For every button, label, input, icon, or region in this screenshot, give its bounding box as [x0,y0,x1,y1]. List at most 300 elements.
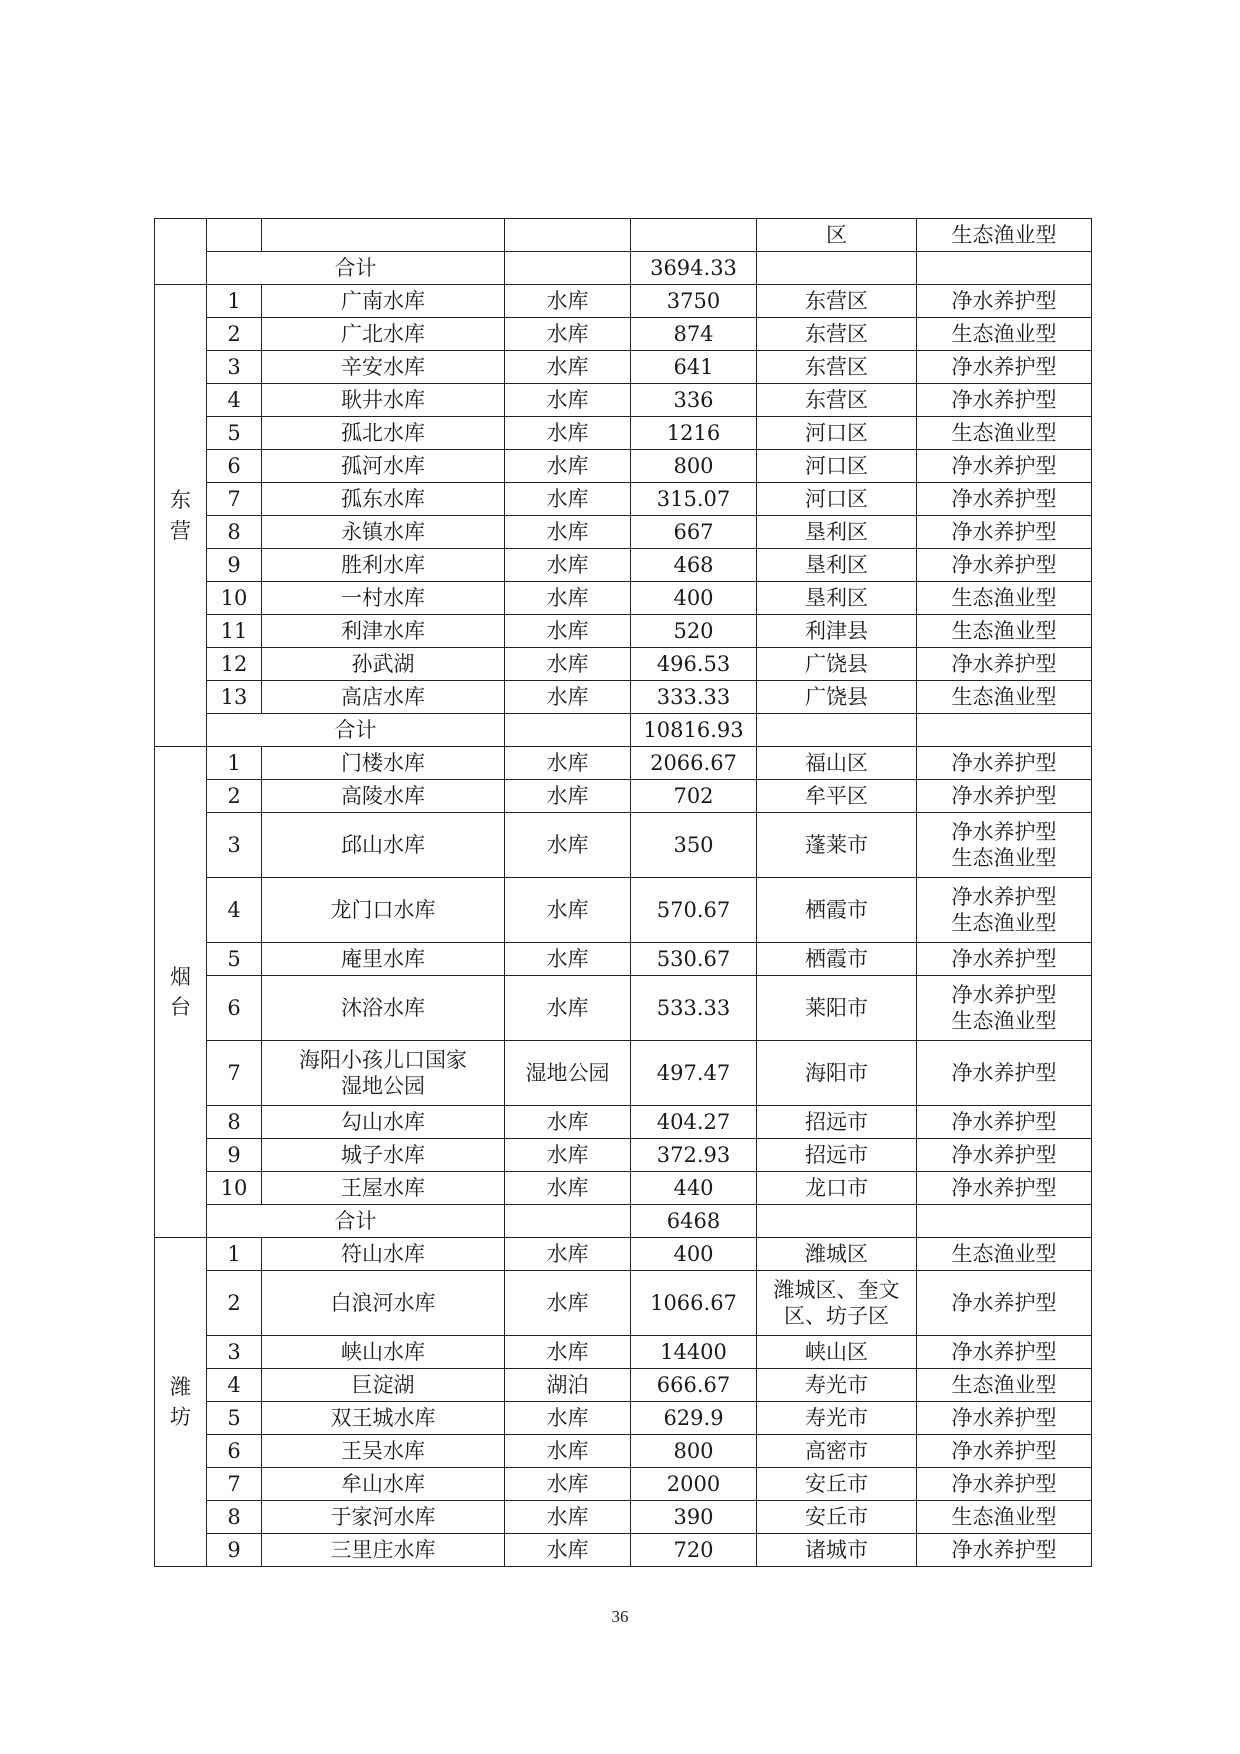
type-cell [917,318,1092,351]
name-cell-line: 王吴水库 [341,1438,425,1463]
type-cell [917,943,1092,976]
district-cell [757,878,917,943]
total-area: 3694.33 [631,252,757,285]
name-cell [262,976,505,1041]
district-cell-line: 峡山区 [805,1339,868,1364]
area-cell: 400 [631,582,757,615]
no-cell: 3 [207,813,262,878]
district-cell [757,582,917,615]
district-cell [757,648,917,681]
no-cell: 2 [207,1271,262,1336]
type-cell [917,1106,1092,1139]
name-cell [262,1106,505,1139]
kind-cell: 湖泊 [505,1369,631,1402]
kind-cell: 水库 [505,318,631,351]
type-cell-line: 净水养护型 [951,750,1057,775]
area-cell: 333.33 [631,681,757,714]
area-cell: 468 [631,549,757,582]
name-cell-line: 海阳小孩儿口国家 [299,1047,467,1072]
total-kind [505,252,631,285]
no-cell: 2 [207,318,262,351]
name-cell-line: 湿地公园 [341,1074,425,1098]
type-cell-line: 生态渔业型 [951,1372,1057,1397]
district-cell [757,1468,917,1501]
district-cell [757,1106,917,1139]
table-row [155,1369,1092,1402]
kind-cell: 水库 [505,384,631,417]
kind-cell: 水库 [505,516,631,549]
district-cell [757,1534,917,1567]
area-cell: 800 [631,1435,757,1468]
name-cell [262,878,505,943]
no-cell: 9 [207,549,262,582]
no-cell: 9 [207,1139,262,1172]
area-cell: 666.67 [631,1369,757,1402]
name-cell [262,813,505,878]
no-cell [207,219,262,252]
district-cell [757,1271,917,1336]
district-cell-line: 河口区 [805,486,868,511]
type-cell-line: 净水养护型 [951,982,1057,1007]
name-cell-line: 峡山水库 [341,1339,425,1364]
type-cell [917,1139,1092,1172]
district-cell-line: 东营区 [805,288,868,313]
area-cell: 2066.67 [631,747,757,780]
district-cell-line: 广饶县 [805,651,868,676]
name-cell [262,417,505,450]
kind-cell: 水库 [505,1271,631,1336]
total-type [917,714,1092,747]
table-row [155,976,1092,1041]
type-cell-line: 净水养护型 [951,1339,1057,1364]
table-row [155,878,1092,943]
district-cell-line: 栖霞市 [805,946,868,971]
district-cell-line: 寿光市 [805,1372,868,1397]
name-cell [262,1534,505,1567]
area-cell: 874 [631,318,757,351]
kind-cell: 水库 [505,285,631,318]
type-cell: 生态渔业型 [917,219,1092,252]
type-cell [917,1238,1092,1271]
no-cell: 7 [207,1041,262,1106]
type-cell-line: 生态渔业型 [951,321,1057,346]
page-number: 36 [611,1607,629,1626]
no-cell: 4 [207,384,262,417]
type-cell [917,417,1092,450]
district-cell [757,1238,917,1271]
type-cell-line: 净水养护型 [951,884,1057,909]
district-cell [757,417,917,450]
type-cell [917,780,1092,813]
no-cell: 9 [207,1534,262,1567]
district-cell-line: 潍城区 [805,1241,868,1266]
total-row [155,252,1092,285]
table-row [155,780,1092,813]
district-cell [757,516,917,549]
name-cell [262,1238,505,1271]
type-cell-line: 净水养护型 [951,519,1057,544]
area-cell: 520 [631,615,757,648]
type-cell [917,1041,1092,1106]
kind-cell: 水库 [505,450,631,483]
name-cell-line: 广南水库 [341,288,425,313]
no-cell: 8 [207,1106,262,1139]
type-cell-line: 净水养护型 [951,453,1057,478]
district-cell [757,976,917,1041]
type-cell-line: 净水养护型 [951,1142,1057,1167]
no-cell: 7 [207,1468,262,1501]
no-cell: 10 [207,582,262,615]
area-cell: 440 [631,1172,757,1205]
type-cell [917,1534,1092,1567]
table-row [155,1402,1092,1435]
district-cell [757,384,917,417]
district-cell-line: 龙口市 [805,1175,868,1200]
no-cell: 5 [207,417,262,450]
name-cell [262,351,505,384]
no-cell: 3 [207,1336,262,1369]
name-cell-line: 高陵水库 [341,783,425,808]
table-row [155,1106,1092,1139]
type-cell-line: 净水养护型 [951,1109,1057,1134]
table-row [155,285,1092,318]
district-cell [757,813,917,878]
type-cell-line: 净水养护型 [951,486,1057,511]
type-cell-line: 净水养护型 [951,1290,1057,1315]
type-cell [917,615,1092,648]
kind-cell: 水库 [505,1172,631,1205]
name-cell-line: 孙武湖 [351,651,415,676]
district-cell [757,450,917,483]
district-cell [757,351,917,384]
type-cell [917,1402,1092,1435]
type-cell [917,681,1092,714]
no-cell: 7 [207,483,262,516]
type-cell-line: 净水养护型 [951,1060,1057,1085]
no-cell: 2 [207,780,262,813]
type-cell-line: 生态渔业型 [951,1009,1057,1033]
type-cell-line: 生态渔业型 [951,911,1057,935]
area-cell: 315.07 [631,483,757,516]
district-cell-line: 利津县 [805,618,868,643]
table-row [155,549,1092,582]
no-cell: 12 [207,648,262,681]
table-row [155,747,1092,780]
type-cell [917,1271,1092,1336]
district-cell-line: 蓬莱市 [805,832,868,857]
area-cell: 641 [631,351,757,384]
reservoir-table [154,218,1092,1567]
kind-cell: 水库 [505,648,631,681]
table-row [155,1238,1092,1271]
no-cell: 6 [207,1435,262,1468]
kind-cell: 水库 [505,1106,631,1139]
district-cell-line: 莱阳市 [805,995,868,1020]
table-row [155,1271,1092,1336]
district-cell [757,943,917,976]
no-cell: 6 [207,450,262,483]
region-cell [155,747,207,1238]
area-cell: 496.53 [631,648,757,681]
district-cell [757,483,917,516]
table-row [155,318,1092,351]
type-cell [917,813,1092,878]
no-cell: 1 [207,285,262,318]
total-type [917,1205,1092,1238]
type-cell [917,1336,1092,1369]
name-cell [262,1468,505,1501]
district-cell [757,285,917,318]
area-cell: 372.93 [631,1139,757,1172]
type-cell [917,384,1092,417]
area-cell: 800 [631,450,757,483]
district-cell-line: 福山区 [805,750,868,775]
kind-cell: 水库 [505,615,631,648]
type-cell-line: 生态渔业型 [951,1504,1057,1529]
name-cell-line: 永镇水库 [341,519,425,544]
type-cell [917,878,1092,943]
area-cell: 533.33 [631,976,757,1041]
kind-cell: 水库 [505,1402,631,1435]
district-cell [757,747,917,780]
district-cell-line: 招远市 [805,1142,868,1167]
district-cell [757,318,917,351]
name-cell-line: 邱山水库 [341,832,425,857]
name-cell [262,943,505,976]
district-cell-line: 广饶县 [805,684,868,709]
area-cell: 400 [631,1238,757,1271]
type-cell [917,747,1092,780]
kind-cell: 水库 [505,943,631,976]
district-cell-line: 招远市 [805,1109,868,1134]
region-cell [155,285,207,747]
table-row [155,681,1092,714]
district-cell-line: 区、坊子区 [784,1304,889,1328]
name-cell-line: 巨淀湖 [351,1372,415,1397]
area-cell: 530.67 [631,943,757,976]
area-cell: 1216 [631,417,757,450]
kind-cell: 水库 [505,351,631,384]
type-cell-line: 净水养护型 [951,1438,1057,1463]
total-label: 合计 [207,252,505,285]
district-cell [757,1501,917,1534]
table-row [155,813,1092,878]
no-cell: 5 [207,943,262,976]
table-row [155,615,1092,648]
no-cell: 3 [207,351,262,384]
name-cell-line: 耿井水库 [341,387,425,412]
no-cell: 8 [207,516,262,549]
total-area: 6468 [631,1205,757,1238]
type-cell [917,285,1092,318]
district-cell [757,780,917,813]
region-char: 东 [170,488,191,513]
table-row [155,1534,1092,1567]
kind-cell: 水库 [505,976,631,1041]
type-cell [917,1369,1092,1402]
name-cell-line: 牟山水库 [341,1471,425,1496]
area-cell: 1066.67 [631,1271,757,1336]
type-cell-line: 生态渔业型 [951,420,1057,445]
district-cell [757,1336,917,1369]
no-cell: 8 [207,1501,262,1534]
type-cell [917,516,1092,549]
kind-cell: 水库 [505,1238,631,1271]
name-cell [262,483,505,516]
kind-cell: 水库 [505,1534,631,1567]
name-cell [262,516,505,549]
type-cell [917,483,1092,516]
type-cell [917,1468,1092,1501]
district-cell-line: 河口区 [805,420,868,445]
name-cell [262,1402,505,1435]
kind-cell: 水库 [505,1501,631,1534]
type-cell-line: 生态渔业型 [951,585,1057,610]
no-cell: 1 [207,1238,262,1271]
kind-cell: 水库 [505,681,631,714]
no-cell: 13 [207,681,262,714]
name-cell-line: 孤东水库 [341,486,425,511]
kind-cell: 湿地公园 [505,1041,631,1106]
name-cell [262,1336,505,1369]
name-cell-line: 孤河水库 [341,453,425,478]
district-cell [757,1435,917,1468]
table-row [155,483,1092,516]
type-cell-line: 净水养护型 [951,387,1057,412]
name-cell-line: 白浪河水库 [330,1290,436,1315]
total-area: 10816.93 [631,714,757,747]
name-cell [262,549,505,582]
name-cell-line: 胜利水库 [341,552,425,577]
district-cell [757,1369,917,1402]
total-district [757,714,917,747]
no-cell: 11 [207,615,262,648]
district-cell [757,1041,917,1106]
kind-cell: 水库 [505,483,631,516]
name-cell [262,384,505,417]
name-cell-line: 三里庄水库 [330,1537,436,1562]
total-kind [505,714,631,747]
area-cell [631,219,757,252]
table-row [155,351,1092,384]
name-cell [262,1501,505,1534]
table-row [155,450,1092,483]
district-cell-line: 诸城市 [805,1537,868,1562]
district-cell-line: 栖霞市 [805,897,868,922]
area-cell: 404.27 [631,1106,757,1139]
type-cell [917,1172,1092,1205]
name-cell-line: 利津水库 [341,618,425,643]
table-row [155,1139,1092,1172]
region-char: 潍 [170,1374,191,1399]
name-cell [262,780,505,813]
table-row [155,943,1092,976]
district-cell: 区 [757,219,917,252]
total-kind [505,1205,631,1238]
type-cell-line: 净水养护型 [951,946,1057,971]
region-char: 台 [170,995,191,1019]
type-cell-line: 净水养护型 [951,1405,1057,1430]
area-cell: 629.9 [631,1402,757,1435]
region-char: 坊 [170,1405,191,1429]
district-cell-line: 高密市 [805,1438,868,1463]
table-row [155,1336,1092,1369]
district-cell-line: 安丘市 [805,1504,868,1529]
district-cell-line: 河口区 [805,453,868,478]
name-cell [262,1369,505,1402]
type-cell-line: 生态渔业型 [951,846,1057,870]
district-cell-line: 牟平区 [805,783,868,808]
district-cell-line: 垦利区 [805,552,868,577]
name-cell [262,285,505,318]
table-row [155,582,1092,615]
type-cell-line: 净水养护型 [951,783,1057,808]
name-cell [262,681,505,714]
region-char: 烟 [170,964,191,989]
name-cell [262,450,505,483]
district-cell [757,615,917,648]
name-cell-line: 王屋水库 [341,1175,425,1200]
district-cell-line: 垦利区 [805,585,868,610]
district-cell-line: 东营区 [805,387,868,412]
name-cell-line: 城子水库 [341,1142,425,1167]
name-cell [262,1435,505,1468]
kind-cell: 水库 [505,1336,631,1369]
kind-cell: 水库 [505,780,631,813]
name-cell [262,615,505,648]
kind-cell: 水库 [505,878,631,943]
table-row [155,384,1092,417]
district-cell-line: 安丘市 [805,1471,868,1496]
table-row [155,1172,1092,1205]
kind-cell [505,219,631,252]
name-cell-line: 双王城水库 [330,1405,436,1430]
type-cell-line: 净水养护型 [951,1175,1057,1200]
name-cell-line: 一村水库 [341,585,425,610]
type-cell-line: 净水养护型 [951,552,1057,577]
name-cell [262,1041,505,1106]
area-cell: 667 [631,516,757,549]
kind-cell: 水库 [505,813,631,878]
name-cell [262,1172,505,1205]
name-cell-line: 广北水库 [341,321,425,346]
type-cell-line: 净水养护型 [951,288,1057,313]
no-cell: 1 [207,747,262,780]
name-cell [262,318,505,351]
total-label: 合计 [207,1205,505,1238]
type-cell-line: 净水养护型 [951,354,1057,379]
table-row [155,516,1092,549]
total-row [155,714,1092,747]
table-row [155,1041,1092,1106]
type-cell-line: 生态渔业型 [951,684,1057,709]
type-cell [917,549,1092,582]
type-cell [917,1435,1092,1468]
type-cell [917,1501,1092,1534]
type-cell [917,648,1092,681]
no-cell: 4 [207,1369,262,1402]
kind-cell: 水库 [505,1468,631,1501]
area-cell: 336 [631,384,757,417]
total-district [757,252,917,285]
type-cell-line: 生态渔业型 [951,1241,1057,1266]
region-cell [155,1238,207,1567]
district-cell-line: 垦利区 [805,519,868,544]
district-cell-line: 东营区 [805,354,868,379]
name-cell [262,747,505,780]
name-cell [262,219,505,252]
name-cell-line: 高店水库 [341,684,425,709]
